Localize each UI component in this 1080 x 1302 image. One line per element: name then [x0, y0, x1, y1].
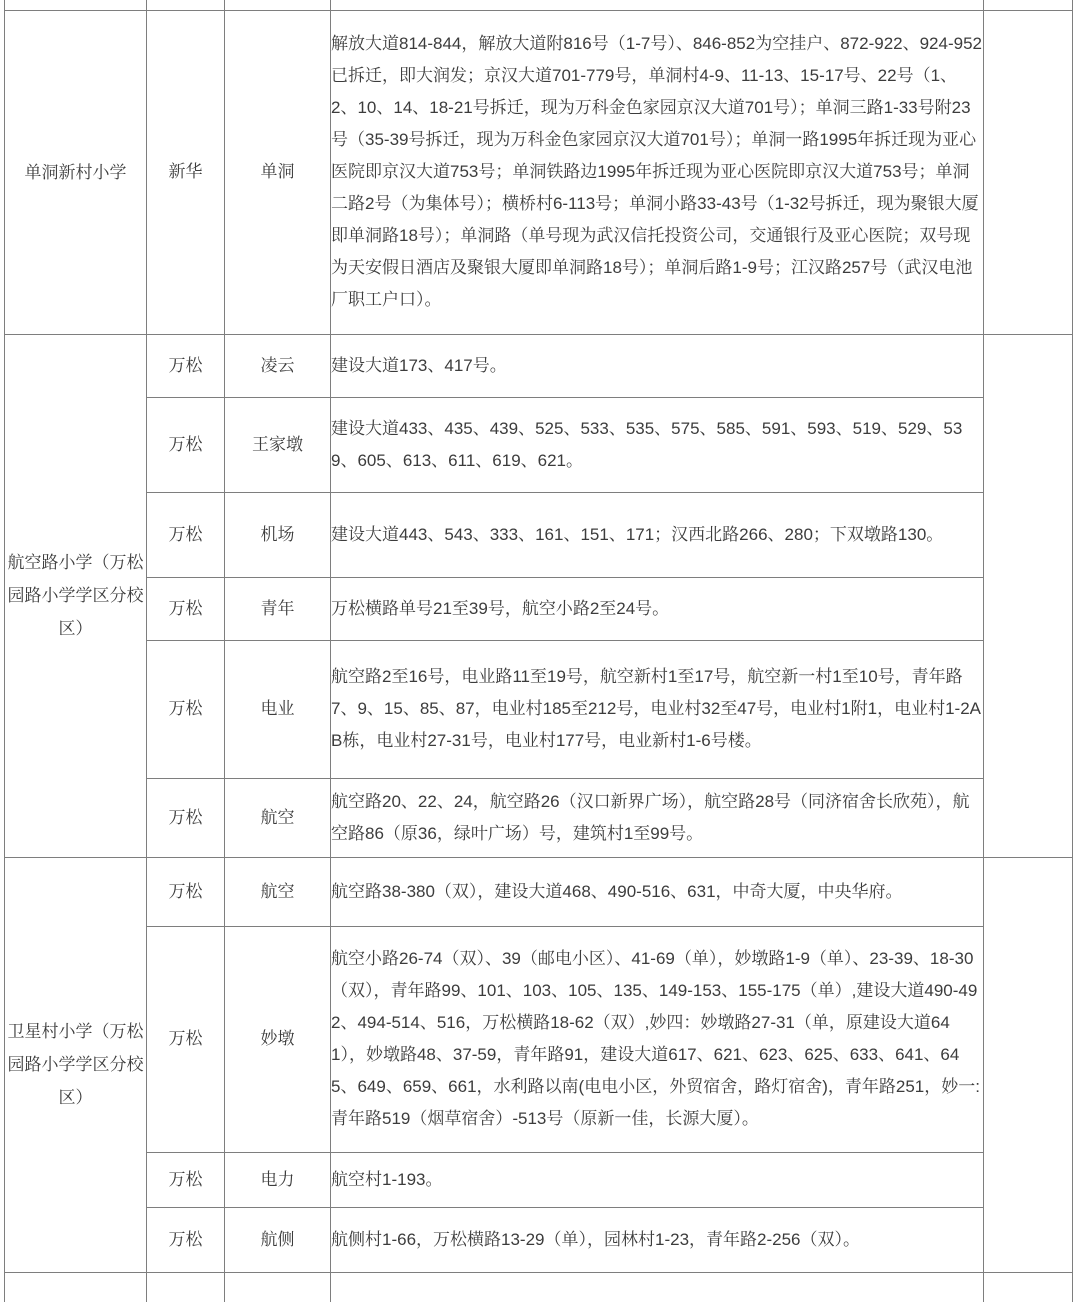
community-cell: 凌云 — [225, 334, 331, 397]
school-cell: 航空路小学（万松园路小学学区分校区） — [5, 334, 147, 857]
street-cell: 万松 — [147, 1152, 225, 1207]
address-cell: 建设大道173、417号。 — [331, 334, 984, 397]
table-row — [5, 397, 1073, 492]
street-cell: 万松 — [147, 492, 225, 577]
address-cell: 万松横路单号21至39号，航空小路2至24号。 — [331, 577, 984, 640]
address-cell: 航空路38-380（双），建设大道468、490-516、631，中奇大厦，中央华府。 — [331, 857, 984, 926]
note-cell — [984, 334, 1073, 857]
table-row — [5, 334, 1073, 397]
table-row — [5, 926, 1073, 1152]
address-cell-partial-top — [331, 0, 984, 10]
street-cell: 万松 — [147, 640, 225, 778]
address-cell-partial-bottom — [331, 1272, 984, 1302]
note-cell — [984, 857, 1073, 1272]
community-cell: 青年 — [225, 577, 331, 640]
school-cell-partial-bottom — [5, 1272, 147, 1302]
community-cell: 王家墩 — [225, 397, 331, 492]
table-row — [5, 857, 1073, 926]
school-cell: 单洞新村小学 — [5, 10, 147, 334]
address-cell: 航侧村1-66，万松横路13-29（单），园林村1-23，青年路2-256（双）。 — [331, 1207, 984, 1272]
note-cell-partial-top — [984, 0, 1073, 10]
street-cell: 万松 — [147, 857, 225, 926]
street-cell: 万松 — [147, 1207, 225, 1272]
district-table — [4, 0, 1073, 1302]
note-cell — [984, 10, 1073, 334]
table-row — [5, 778, 1073, 857]
street-cell: 万松 — [147, 577, 225, 640]
address-cell: 航空路20、22、24，航空路26（汉口新界广场），航空路28号（同济宿舍长欣苑），航空路86（原36，绿叶广场）号，建筑村1至99号。 — [331, 778, 984, 857]
community-cell-partial-top — [225, 0, 331, 10]
table-row — [5, 640, 1073, 778]
community-cell: 单洞 — [225, 10, 331, 334]
community-cell: 电业 — [225, 640, 331, 778]
street-cell: 万松 — [147, 397, 225, 492]
street-cell: 万松 — [147, 926, 225, 1152]
community-cell: 航空 — [225, 857, 331, 926]
community-cell: 机场 — [225, 492, 331, 577]
address-cell: 建设大道433、435、439、525、533、535、575、585、591、593、519、529、539、605、613、611、619、621。 — [331, 397, 984, 492]
community-cell: 航空 — [225, 778, 331, 857]
street-cell: 新华 — [147, 10, 225, 334]
community-cell-partial-bottom — [225, 1272, 331, 1302]
street-cell: 万松 — [147, 334, 225, 397]
partial-bottom-row — [5, 1272, 1073, 1302]
address-cell: 航空村1-193。 — [331, 1152, 984, 1207]
table-row — [5, 1152, 1073, 1207]
street-cell: 万松 — [147, 778, 225, 857]
table-row — [5, 492, 1073, 577]
note-cell-partial-bottom — [984, 1272, 1073, 1302]
address-cell: 解放大道814-844，解放大道附816号（1-7号）、846-852为空挂户、872-922、924-952已拆迁，即大润发；京汉大道701-779号，单洞村4-9、11-13、15-17号、22号（1、2、10、14、18-21号拆迁，现为万科金色家园京汉大道701号）；单洞三路1-33号附23号（35-39号拆迁，现为万科金色家园京汉大道701号）；单洞一路1995年拆迁现为亚心医院即京汉大道753号；单洞铁路边1995年拆迁现为亚心医院即京汉大道753号；单洞二路2号（为集体号）；横桥村6-113号；单洞小路33-43号（1-32号拆迁，现为聚银大厦即单洞路18号）；单洞路（单号现为武汉信托投资公司，交通银行及亚心医院；双号现为天安假日酒店及聚银大厦即单洞路18号）；单洞后路1-9号；江汉路257号（武汉电池厂职工户口）。 — [331, 10, 984, 334]
community-cell: 航侧 — [225, 1207, 331, 1272]
school-cell-partial-top — [5, 0, 147, 10]
community-cell: 电力 — [225, 1152, 331, 1207]
address-cell: 航空路2至16号，电业路11至19号，航空新村1至17号，航空新一村1至10号，青年路7、9、15、85、87，电业村185至212号，电业村32至47号，电业村1附1，电业村1-2AB栋，电业村27-31号，电业村177号，电业新村1-6号楼。 — [331, 640, 984, 778]
district-table-body — [5, 0, 1073, 1302]
partial-top-row — [5, 0, 1073, 10]
school-cell: 卫星村小学（万松园路小学学区分校区） — [5, 857, 147, 1272]
street-cell-partial-bottom — [147, 1272, 225, 1302]
address-cell: 建设大道443、543、333、161、151、171；汉西北路266、280；下双墩路130。 — [331, 492, 984, 577]
community-cell: 妙墩 — [225, 926, 331, 1152]
street-cell-partial-top — [147, 0, 225, 10]
table-row — [5, 10, 1073, 334]
table-row — [5, 1207, 1073, 1272]
address-cell: 航空小路26-74（双）、39（邮电小区）、41-69（单），妙墩路1-9（单）、23-39、18-30（双），青年路99、101、103、105、135、149-153、155-175（单）,建设大道490-492、494-514、516，万松横路18-62（双）,妙四：妙墩路27-31（单，原建设大道641），妙墩路48、37-59，青年路91，建设大道617、621、623、625、633、641、645、649、659、661，水利路以南(电电小区，外贸宿舍，路灯宿舍)，青年路251，妙一:青年路519（烟草宿舍）-513号（原新一佳，长源大厦）。 — [331, 926, 984, 1152]
table-row — [5, 577, 1073, 640]
